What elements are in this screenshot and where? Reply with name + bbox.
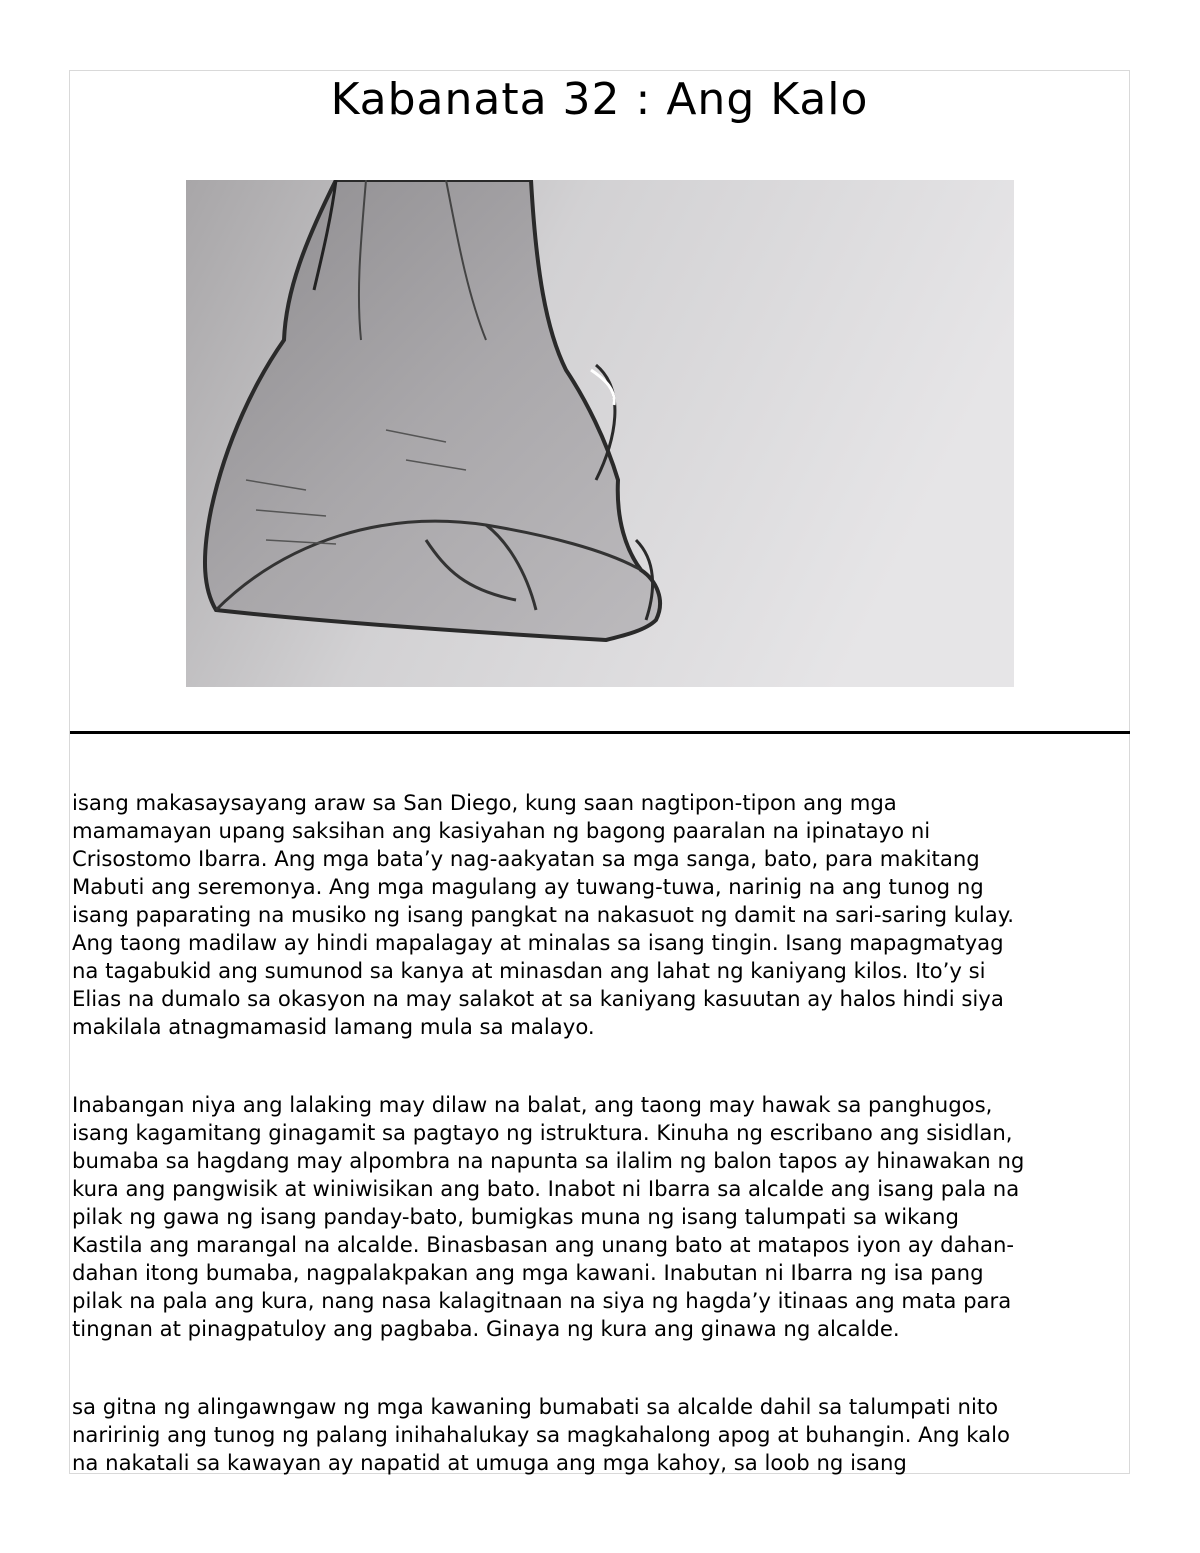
text-line: isang makasaysayang araw sa San Diego, kung saan nagtipon-tipon ang mga [72,790,897,815]
text-line: isang paparating na musiko ng isang pangkat na nakasuot ng damit na sari-saring kulay. [72,902,1014,927]
text-line: Ang taong madilaw ay hindi mapalagay at minalas sa isang tingin. Isang mapagmatyag [72,930,1004,955]
text-line: Mabuti ang seremonya. Ang mga magulang ay tuwang-tuwa, narinig na ang tunog ng [72,874,984,899]
text-line: bumaba sa hagdang may alpombra na napunta sa ilalim ng balon tapos ay hinawakan ng [72,1148,1025,1173]
section-divider [70,731,1130,734]
text-line: pilak na pala ang kura, nang nasa kalagitnaan na siya ng hagda’y itinaas ang mata para [72,1288,1012,1313]
text-line: na tagabukid ang sumunod sa kanya at minasdan ang lahat ng kaniyang kilos. Ito’y si [72,958,986,983]
paragraph-3 [72,1393,1130,1477]
text-line: Elias na dumalo sa okasyon na may salakot at sa kaniyang kasuutan ay halos hindi siya [72,986,1004,1011]
text-line: mamamayan upang saksihan ang kasiyahan ng bagong paaralan na ipinatayo ni [72,818,931,843]
text-line: pilak ng gawa ng isang panday-bato, bumigkas muna ng isang talumpati sa wikang [72,1204,959,1229]
text-line: sa gitna ng alingawngaw ng mga kawaning bumabati sa alcalde dahil sa talumpati nito [72,1394,999,1419]
text-line: tingnan at pinagpatuloy ang pagbaba. Ginaya ng kura ang ginawa ng alcalde. [72,1316,900,1341]
text-line: Crisostomo Ibarra. Ang mga bata’y nag-aakyatan sa mga sanga, bato, para makitang [72,846,980,871]
text-line: isang kagamitang ginagamit sa pagtayo ng istruktura. Kinuha ng escribano ang sisidlan, [72,1120,1013,1145]
text-line: kura ang pangwisik at winiwisikan ang bato. Inabot ni Ibarra sa alcalde ang isang pala na [72,1176,1020,1201]
text-line: dahan itong bumaba, nagpalakpakan ang mga kawani. Inabutan ni Ibarra ng isa pang [72,1260,984,1285]
text-line: Kastila ang marangal na alcalde. Binasbasan ang unang bato at matapos iyon ay dahan- [72,1232,1015,1257]
text-line: na nakatali sa kawayan ay napatid at umuga ang mga kahoy, sa loob ng isang [72,1450,907,1475]
page-title: Kabanata 32 : Ang Kalo [330,74,869,125]
fist-drawing-icon [186,180,1014,687]
paragraph-2 [72,1091,1130,1343]
text-line: naririnig ang tunog ng palang inihahalukay sa magkahalong apog at buhangin. Ang kalo [72,1422,1011,1447]
text-line: Inabangan niya ang lalaking may dilaw na balat, ang taong may hawak sa panghugos, [72,1092,993,1117]
text-line: makilala atnagmamasid lamang mula sa malayo. [72,1014,595,1039]
paragraph-1 [72,789,1130,1041]
